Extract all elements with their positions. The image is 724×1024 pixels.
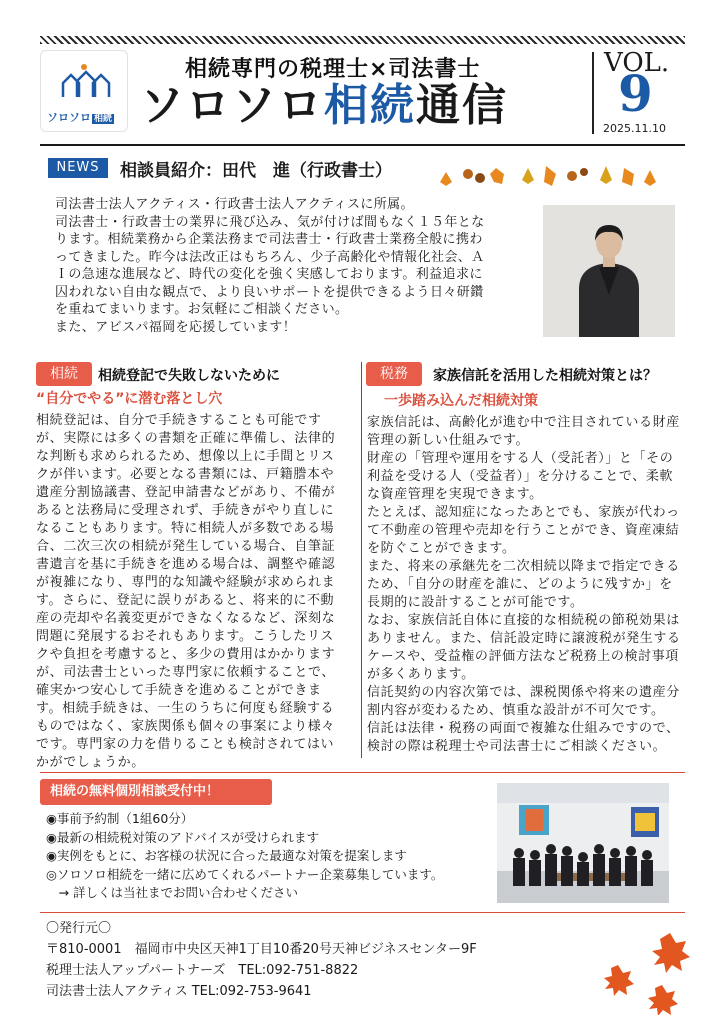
footer-rule	[40, 912, 685, 913]
list-item: ◉実例をもとに、お客様の状況に合った最適な対策を提案します	[46, 848, 407, 863]
page-title	[140, 78, 508, 134]
person-illustration	[543, 205, 675, 337]
team-photo	[497, 783, 669, 903]
right-section-title: 家族信託を活用した相続対策とは？	[433, 368, 657, 384]
body-line: が多くあります。	[367, 667, 475, 682]
vol-number: 9	[618, 64, 653, 123]
title-part3: 通信	[416, 80, 508, 131]
body-line: が、司法書士といった専門家に依頼することで、	[36, 665, 335, 680]
intro-line: 司法書士法人アクティス・行政書士法人アクティスに所属。	[55, 197, 414, 212]
body-line: 問題に発展するおそれもあります。こうしたリス	[36, 629, 334, 644]
intro-line: 囚われない自由な観点で、より良いサポートを提供できるよう日々研鑽	[55, 284, 484, 300]
issue-date: 2025.11.10	[603, 122, 666, 135]
body-line: す。さらに、登記に誤りがあると、将来的に不動	[36, 593, 335, 608]
body-line: ものではなく、家族関係も個々の事案により様々	[36, 719, 335, 734]
footer-line: 税理士法人アップパートナーズ TEL:092-751-8822	[46, 963, 359, 978]
footer-line: 司法書士法人アクティス TEL:092-753-9641	[46, 984, 312, 999]
left-section-body	[36, 412, 335, 772]
body-line: クや負担を考慮すると、多少の費用はかかります	[36, 647, 336, 662]
category-tag-tax: 税務	[366, 362, 422, 386]
body-line: 遺産分割協議書、登記申請書などがあり、不備が	[36, 485, 336, 500]
body-line: 産の売却や名義変更ができなくなるなど、深刻な	[36, 611, 336, 626]
logo-text: ソロソロ	[47, 111, 91, 124]
list-item: ◉事前予約制（1組60分）	[46, 811, 194, 826]
body-line: な判断も求められるため、想像以上に手間とリス	[36, 449, 335, 464]
right-section-subtitle: 一歩踏み込んだ相続対策	[384, 393, 538, 409]
header-rule	[40, 144, 685, 146]
left-section-title: 相続登記で失敗しないために	[98, 368, 280, 384]
intro-line: ってきました。昨今は法改正はもちろん、少子高齢化や情報化社会、Ａ	[55, 249, 485, 265]
body-line: 長期的に設計することが可能です。	[367, 595, 584, 610]
consultation-banner: 相続の無料個別相談受付中！	[40, 779, 272, 805]
news-intro	[55, 196, 525, 336]
body-line: 確実かつ安心して手続きを進めることができま	[36, 683, 322, 698]
body-line: かがでしょうか。	[36, 755, 145, 770]
body-line: 割内容が変わるため、慎重な設計が不可欠です。	[367, 703, 665, 718]
body-line: ケースや、受益権の評価方法など税務上の検討事項	[367, 649, 679, 664]
body-line: す。相続手続きは、一生のうちに何度も経験する	[36, 701, 335, 716]
section-rule	[40, 772, 685, 773]
body-line: です。専門家の力を借りることも検討されてはい	[36, 737, 335, 752]
logo-brand	[47, 109, 114, 125]
left-section-subtitle: “自分でやる”に潜む落とし穴	[36, 391, 223, 407]
body-line: 検討の際は税理士や司法書士にご相談ください。	[367, 739, 667, 754]
intro-line: を重ねてまいります。お気軽にご相談ください。	[55, 302, 349, 317]
body-line: な資産管理を実現できます。	[367, 487, 543, 502]
list-item: ◎ソロソロ相続を一緒に広めてくれるパートナー企業募集しています。	[46, 866, 444, 882]
houses-icon	[61, 63, 111, 99]
intro-line: ります。相続業務から企業法務まで司法書士・行政書士業務全般に携わ	[55, 232, 483, 247]
body-line: が複雑になり、専門的な知識や経験が求められま	[36, 575, 336, 590]
title-part2: 相続	[324, 80, 416, 131]
footer-line: 〇発行元〇	[46, 921, 112, 936]
news-tag: NEWS	[48, 158, 108, 178]
vol-label: VOL.	[604, 48, 670, 78]
right-section-body	[367, 414, 681, 756]
list-item: → 詳しくは当社までお問い合わせください	[46, 885, 298, 900]
body-line: また、将来の承継先を二次相続以降まで指定できる	[367, 559, 680, 574]
body-line: が、実際には多くの書類を正確に準備し、法律的	[36, 431, 336, 446]
logo-tag: 相続	[94, 114, 113, 124]
body-line: 信託契約の内容次第では、課税関係や将来の遺産分	[367, 685, 680, 700]
title-part1: ソロソロ	[140, 80, 324, 131]
body-line: たとえば、認知症になったあとでも、家族が代わっ	[367, 505, 680, 520]
body-line: 財産の「管理や運用をする人（受託者）」と「その	[367, 451, 674, 466]
body-line: ありません。また、信託設定時に譲渡税が発生する	[367, 631, 681, 646]
body-line: 合、二次三次の相続が発生している場合、自筆証	[36, 539, 336, 554]
intro-line: Ｉの急速な進展など、時代の変化を強く実感しております。利益追求に	[55, 267, 483, 282]
body-line: なることもあります。特に相続人が多数である場	[36, 521, 335, 536]
news-title: 相談員紹介：田代 進（行政書士）	[120, 161, 392, 181]
body-line: 利益を受ける人（受益者）」を分けることで、柔軟	[367, 469, 674, 484]
publisher-info	[46, 918, 477, 1002]
staff-portrait	[543, 205, 675, 337]
intro-line: また、アビスパ福岡を応援しています！	[55, 319, 297, 335]
autumn-leaves-icon	[430, 160, 660, 190]
body-line: あると法務局に受理されず、手続きがやり直しに	[36, 503, 335, 518]
body-line: なお、家族信託自体に直接的な相続税の節税効果は	[367, 613, 680, 628]
body-line: て不動産の管理や売却を行うことができ、資産凍結	[367, 523, 680, 538]
column-divider	[361, 362, 362, 758]
body-line: を防ぐことができます。	[367, 541, 516, 556]
body-line: クが伴います。必要となる書類には、戸籍謄本や	[36, 467, 335, 482]
logo	[40, 50, 128, 132]
list-item: ◉最新の相続税対策のアドバイスが受けられます	[46, 829, 320, 845]
body-line: 相続登記は、自分で手続きすることも可能です	[36, 413, 322, 428]
intro-line: 司法書士・行政書士の業界に飛び込み、気が付けば間もなく１５年とな	[55, 214, 485, 230]
group-illustration	[497, 783, 669, 903]
body-line: 家族信託は、高齢化が進む中で注目されている財産	[367, 415, 680, 430]
header-stripe	[40, 36, 685, 44]
body-line: ため、「自分の財産を誰に、どのように残すか」を	[367, 577, 673, 592]
footer-line: 〒810-0001 福岡市中央区天神1丁目10番20号天神ビジネスセンター9F	[46, 942, 477, 957]
category-tag-inheritance: 相続	[36, 362, 92, 386]
body-line: 管理の新しい仕組みです。	[367, 433, 530, 448]
body-line: 信託は法律・税務の両面で複雑な仕組みですので、	[367, 721, 680, 736]
header-divider	[592, 52, 594, 134]
body-line: 書遺言を基に手続きを進める場合は、調整や確認	[36, 557, 336, 572]
consultation-list	[46, 810, 443, 903]
header-subtitle: 相続専門の税理士×司法書士	[185, 57, 481, 82]
maple-leaves-icon	[600, 925, 700, 1015]
